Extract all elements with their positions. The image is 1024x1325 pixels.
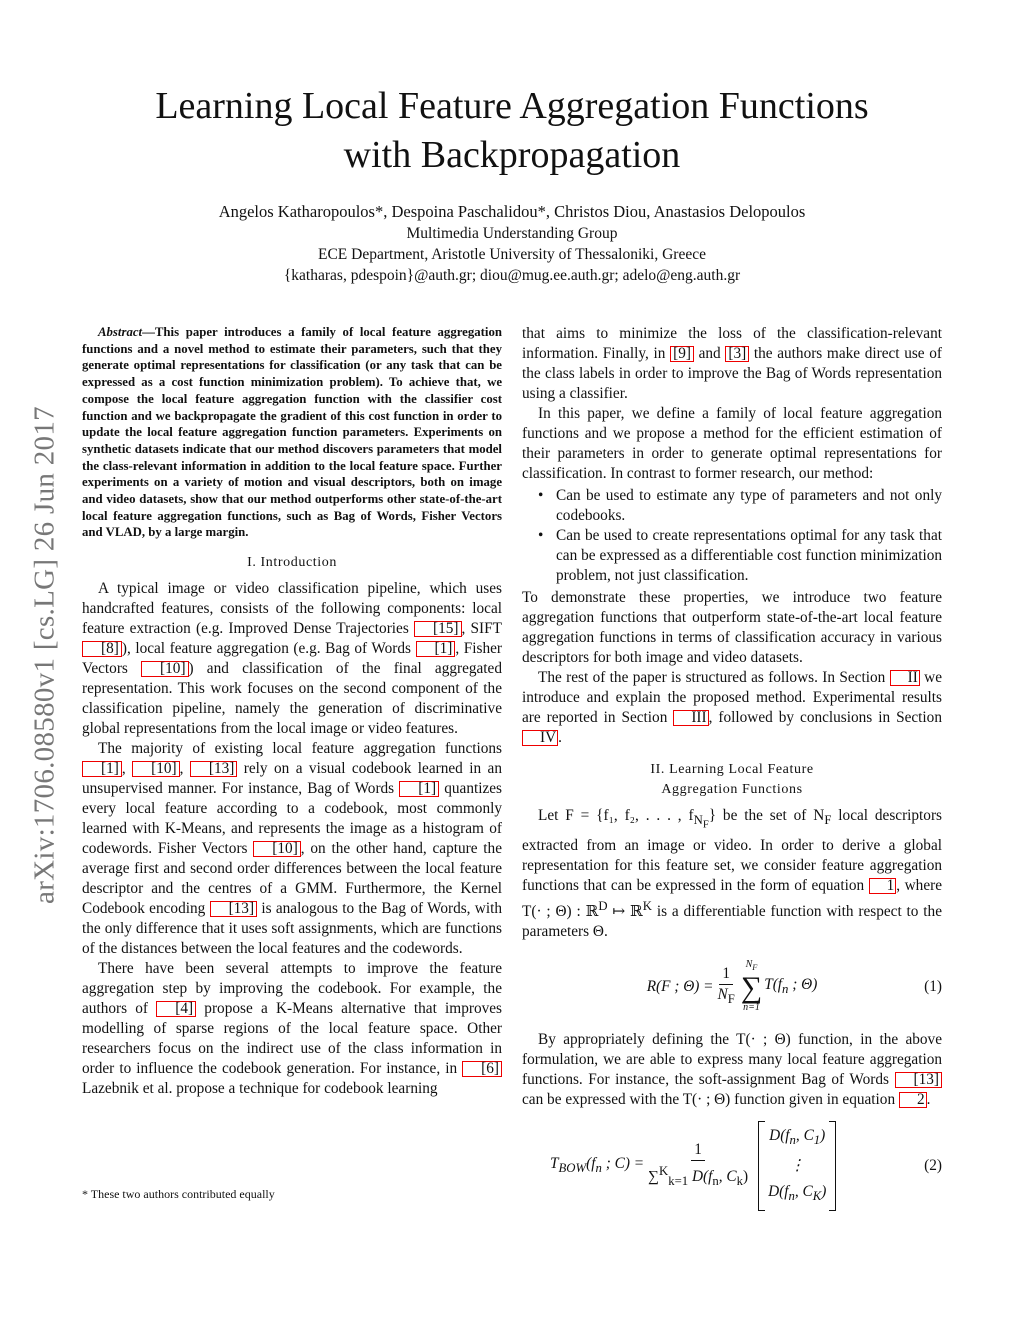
text-run: ) [821,1182,827,1200]
text-run: local descriptors extracted from an image or video. In order to derive a global representation for this feature set, we consider feature aggregation functions that can be expressed in the form of equation [522,807,943,894]
text-run: . [926,1090,931,1108]
text-run: and [693,345,726,362]
sum-lower: n=1 [743,1002,760,1014]
heading-line: Aggregation Functions [661,782,803,797]
text-run: propose a K-Means alternative that improves modelling of sparse regions of the local feature space. Other researchers focus on the indirect use of the class information in order to influence the codebook generation. For instance, in [82,1000,502,1078]
citation-link[interactable]: [4] [156,1001,196,1017]
bullet-icon: • [538,487,544,504]
method-paragraph-2 [522,1030,942,1110]
eq-rhs [764,975,817,999]
text-run: can be expressed with the T(· ; Θ) function given in equation [522,1090,899,1108]
text-run: By appropriately defining the T(· ; Θ) function, in the above formulation, we are able to express many local feature aggregation functions. For instance, the soft-assignment Bag of Words [522,1030,942,1088]
intro-paragraph-3 [82,959,502,1099]
text-run: ↦ ℝ [607,902,643,920]
section-heading-introduction: I. Introduction [247,555,337,571]
list-item [522,486,942,526]
text-run: T [550,1154,559,1172]
left-bracket [758,1121,765,1211]
sum-symbol: ∑ [740,971,763,1005]
text-run: Lazebnik et al. propose a technique for codebook learning [82,1080,438,1098]
vector-entry-last [768,1179,826,1209]
abstract-label: Abstract [98,325,143,339]
citation-link[interactable]: [8] [82,641,122,657]
footnote-text: * These two authors contributed equally [82,1187,275,1201]
right-column [522,324,942,1220]
equation-ref-link[interactable]: 2 [899,1092,927,1108]
heading-line: II. Learning Local Feature [650,762,814,777]
author-emails: {katharas, pdespoin}@auth.gr; diou@mug.ee.auth.gr; adelo@eng.auth.gr [283,267,741,284]
subscript: n [595,1160,602,1175]
superscript: D [598,898,608,913]
department: ECE Department, Aristotle University of Thessaloniki, Greece [318,246,706,263]
equation-body [522,958,942,1016]
equation-body [522,1126,942,1206]
text-run: , followed by conclusions in Section [708,709,942,726]
text-run: , C [795,1126,814,1144]
subscript: F [702,819,709,831]
sum-symbol: ∑ [648,1168,659,1186]
text-run: ) [820,1126,826,1144]
research-group: Multimedia Understanding Group [406,225,618,242]
eq-vector [758,1121,836,1211]
text-run: we introduce and explain the proposed method. Experimental results are reported in Section [522,669,942,726]
subscript: n [788,1188,795,1203]
text-run: that aims to minimize the loss of the classification-relevant information. Finally, in [522,325,942,362]
eq-fraction [648,1140,748,1191]
text-run: A typical image or video classification pipeline, which uses handcrafted features, consists of the following components: local feature extraction (e.g. Improved Dense Trajectories [82,580,502,638]
text-run: The majority of existing local feature aggregation functions [98,740,502,758]
intro-paragraph-2 [82,739,502,959]
citation-link[interactable]: [10] [253,841,301,857]
citation-link[interactable]: [6] [462,1061,502,1077]
text-run: is a differentiable function with respect to the parameters Θ. [522,902,942,940]
eq-lhs: R(F ; Θ) = [646,977,714,995]
eq-numerator: 1 [691,1140,705,1161]
section-heading-method [522,760,942,800]
citation-link[interactable]: [10] [132,761,180,777]
citation-link[interactable]: [13] [895,1072,943,1088]
contributions-intro: In this paper, we define a family of local feature aggregation functions and we propose a method for the efficient estimation of their parameters in order to generate optimal representations for classification. In contrast to former research, our method: [522,405,942,482]
equation-2 [522,1126,942,1206]
text-run: ) [742,1168,749,1186]
intro-paragraph-1 [82,579,502,739]
text-run: N [717,986,728,1004]
section-ref-link[interactable]: III [673,710,708,726]
text-run: , C [718,1168,737,1186]
citation-link[interactable]: [1] [416,641,456,657]
citation-link[interactable]: [3] [725,346,749,362]
section-ref-link[interactable]: IV [522,730,558,746]
list-item-text: Can be used to create representations optimal for any task that can be expressed as a differentiable cost function minimization problem, not just classification. [556,527,942,584]
eq-denominator [718,985,735,1009]
eq-summation [741,959,762,1014]
title-line-2: with Backpropagation [343,134,681,176]
citation-link[interactable]: [13] [210,901,258,917]
arxiv-sidebar-stamp [20,345,70,965]
text-run: The rest of the paper is structured as follows. In Section [538,669,890,686]
superscript: K [658,1164,669,1179]
bullet-icon: • [538,527,544,544]
subscript: F [824,813,832,828]
text-run: D(f [688,1168,713,1186]
text-run: , SIFT [461,620,502,638]
text-run: , C [794,1182,813,1200]
title-line-1: Learning Local Feature Aggregation Functions [155,85,869,127]
eq-lhs [550,1154,644,1178]
subscript: 1 [813,1132,821,1147]
text-run: ; C) = [601,1154,645,1172]
footnote [82,1187,502,1202]
author-list: Angelos Katharopoulos*, Despoina Paschalidou*, Christos Diou, Anastasios Delopoulos [218,202,806,221]
text-run: There have been several attempts to improve the feature aggregation step by improving the codebook. For example, the authors of [82,960,502,1018]
list-item [522,526,942,586]
section-ref-link[interactable]: II [890,670,920,686]
subscript [693,813,709,831]
subscript: F [752,963,758,973]
text-run: , [179,760,190,778]
left-column [82,324,502,1099]
subscript: BOW [558,1160,587,1175]
citation-link[interactable]: [15] [414,621,462,637]
vector-ellipsis: ⋮ [789,1156,805,1174]
text-run: , Fisher Vectors [82,640,502,678]
text-run: N [745,959,753,971]
equation-1 [522,958,942,1016]
citation-link[interactable]: [1] [399,781,439,797]
text-run: (f [586,1154,596,1172]
structure-paragraph [522,668,942,748]
contribution-list [522,486,942,586]
subscript: n [712,1174,719,1189]
eq-fraction [718,964,735,1009]
method-paragraph-1 [522,806,942,942]
subscript: n [789,1132,796,1147]
text-run: is analogous to the Bag of Words, with the only difference that it uses soft assignments, which are functions of the distances between the local features and the codewords. [82,900,502,958]
text-run: Let F = {f₁, f₂, . . . , f [538,807,694,824]
text-run: . [558,729,562,746]
paper-title [80,82,944,180]
text-run: ) and classification of the final aggregated representation. This work focuses on the second component of the classification pipeline, namely the generation of discriminative global representations from the local image or video features. [82,660,502,738]
right-paragraph-continued [522,324,942,404]
text-run: , where T(· ; Θ) : ℝ [522,876,942,920]
text-run: } be the set of N [708,807,825,824]
text-run: ; Θ) [788,975,818,993]
subscript: K [812,1188,822,1203]
subscript: k=1 [668,1174,689,1189]
equation-number: (2) [924,1156,942,1174]
right-bracket [829,1121,836,1211]
abstract-text: —This paper introduces a family of local feature aggregation functions and a novel method to estimate their parameters, such that they generate optimal representations for classification (or any task that can be expressed as a cost function minimization problem). To achieve that, we compose the local feature aggregation function with the classifier cost function and we backpropagate the gradient of this cost function in order to update the local feature aggregation function parameters. Experiments on synthetic datasets indicate that our method discovers parameters that model the class-relevant information in addition to the local feature space. Further experiments on a variety of motion and visual descriptors, both on image and video datasets, show that our method outperforms other state-of-the-art local feature aggregation functions, such as Bag of Words, Fisher Vectors and VLAD, by a large margin. [82,325,502,540]
text-run: N [693,813,703,828]
text-run: rely on a visual codebook learned in an unsupervised manner. For instance, Bag of Words [82,760,502,798]
citation-link[interactable]: [1] [82,761,122,777]
subscript: F [727,992,735,1007]
text-run: , [121,760,133,778]
citation-link[interactable]: [10] [141,661,189,677]
vector-cells [765,1121,829,1211]
text-run: T(f [764,975,783,993]
abstract [82,324,502,541]
superscript: K [642,898,652,913]
arxiv-id-text: arXiv:1706.08580v1 [cs.LG] 26 Jun 2017 [28,406,61,904]
equation-number: (1) [924,977,942,995]
subscript: n [782,981,789,996]
text-run: D(f [768,1182,789,1200]
text-run: , on the other hand, capture the average first and second order differences between the local feature descriptor and the centres of a GMM. Furthermore, the Kernel Codebook encoding [82,840,502,918]
list-item-text: Can be used to estimate any type of parameters and not only codebooks. [556,487,942,524]
affiliation-block [80,223,944,286]
text-run: quantizes every local feature according to a codebook, most commonly learned with K-Means, and represents the image as a histogram of codewords. Fisher Vectors [82,780,502,858]
eq-denominator [648,1161,748,1191]
eq-numerator: 1 [719,964,733,985]
citation-link[interactable]: [13] [190,761,238,777]
text-run: the authors make direct use of the class labels in order to improve the Bag of Words representation using a classifier. [522,345,942,402]
citation-link[interactable]: [9] [670,346,694,362]
subscript: k [736,1174,743,1189]
vector-entry-first [769,1123,825,1153]
equation-ref-link[interactable]: 1 [869,878,897,894]
demonstration-paragraph: To demonstrate these properties, we introduce two feature aggregation functions that outperform state-of-the-art local feature aggregation functions in terms of classification accuracy in various descriptors for both image and video datasets. [522,589,942,666]
text-run: D(f [769,1126,790,1144]
text-run: ), local feature aggregation (e.g. Bag of Words [121,640,416,658]
